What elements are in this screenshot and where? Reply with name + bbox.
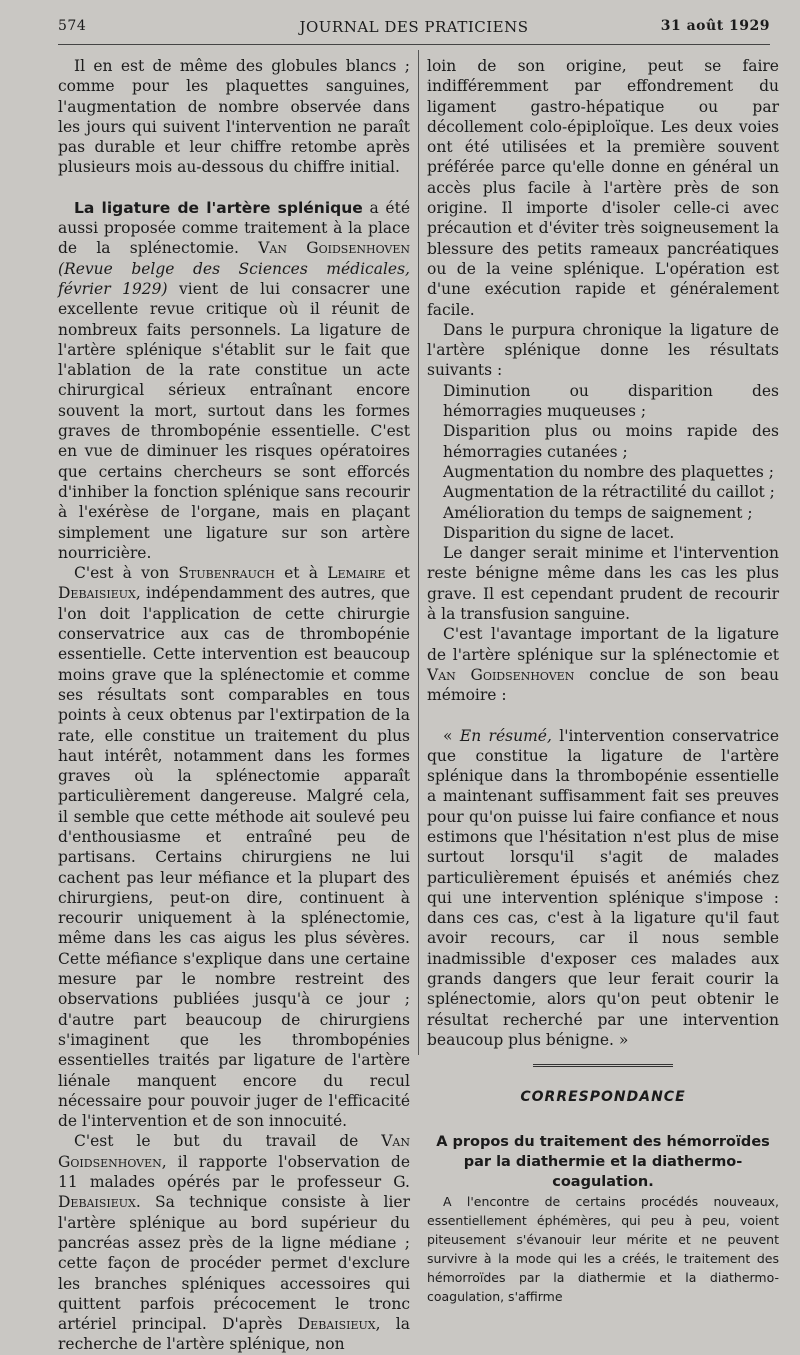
paragraph-ligature-intro: La ligature de l'artère splénique a été aussi proposée comme traitement à la place de la splénectomie. Van Goidsenhoven (Revue belge des Sciences médicales, février 1929) vient de lui consacrer une excellente revue critique où il réunit de nombreux faits personnels. La ligature de l'artère splénique s'établit sur le fait que l'ablation de la rate constitue un acte chirurgical sérieux entraînant encore souvent la mort, surtout dans les formes graves de thrombopénie essentielle. C'est en vue de diminuer les risques opératoires que certains chercheurs se sont efforcés d'inhiber la fonction splénique sans recourir à l'exérèse de l'organe, mais en plaçant simplement une ligature sur son artère nourricière. (58, 198, 411, 562)
list-item: Augmentation du nombre des plaquettes ; (443, 462, 775, 481)
issue-date: 31 août 1929 (660, 18, 770, 34)
page-number: 574 (58, 18, 87, 34)
conclusion-quote: « En résumé, l'intervention conservatrice que constitue la ligature de l'artère splénique dans la thrombopénie essentielle a maintenant suffisamment fait ses preuves pour qu'on puisse lui faire confiance et nous estimons que l'hésitation n'est plus de mise surtout lorsqu'il s'agit de malades particulièrement épuisés et anémiés chez qui une intervention splénique s'impose : dans ces cas, c'est à la ligature qu'il faut avoir recours, car il nous semble inadmissible d'exposer ces malades aux grands dangers que leur ferait courir la splénectomie, alors qu'on peut obtenir le résultat recherché par une intervention beaucoup plus bénigne. » (427, 726, 779, 1049)
paragraph-purpura: Dans le purpura chronique la ligature de l'artère splénique donne les résultats suivants : (427, 320, 779, 380)
journal-title: JOURNAL DES PRATICIENS (299, 18, 529, 36)
header-rule (58, 44, 770, 45)
journal-reference: (Revue belge des Sciences médicales, février 1929) (58, 259, 410, 298)
list-item: Amélioration du temps de saignement ; (443, 503, 753, 522)
page-header (58, 18, 770, 40)
right-column (427, 56, 779, 1306)
paragraph-danger: Le danger serait minime et l'intervention reste bénigne même dans les cas les plus grave. Il est cependant prudent de recourir à la transfusion sanguine. (427, 544, 779, 624)
article-title: A propos du traitement des hémorroïdes par la diathermie et la diathermo-coagulation. (436, 1133, 770, 1190)
paragraph-stubenrauch: C'est à von Stubenrauch et à Lemaire et Debaisieux, indépendamment des autres, que l'on doit l'application de cette chirurgie conservatrice aux cas de thrombopénie essentielle. Cette intervention est beaucoup moins grave que la splénectomie et comme ses résultats sont comparables en tous points à ceux obtenus par l'extirpation de la rate, elle constitue un traitement du plus haut intérêt, notamment dans les formes graves où la splénectomie apparaît particulièrement dangereuse. Malgré cela, il semble que cette méthode ait soulevé peu d'enthousiasme et entraîné peu de partisans. Certains chirurgiens ne lui cachent pas leur méfiance et la plupart des chirurgiens, peut-on dire, continuent à recourir uniquement à la splénectomie, même dans les cas aigus les plus sévères. Cette méfiance s'explique dans une certaine mesure par le nombre restreint des observations publiées jusqu'à ce jour ; d'autre part beaucoup de chirurgiens s'imaginent que les thrombopénies essentielles traités par ligature de l'artère liénale manquent encore du recul nécessaire pour pouvoir juger de l'efficacité de l'intervention et de son innocuité. (58, 564, 410, 1131)
section-separator (533, 1064, 673, 1071)
list-item: Diminution ou disparition des hémorragies muqueuses ; (443, 381, 779, 421)
author-name: Stubenrauch (178, 564, 275, 583)
author-name: Van Goidsenhoven (58, 1132, 410, 1171)
list-item: Disparition plus ou moins rapide des hémorragies cutanées ; (443, 422, 779, 461)
author-name: Van Goidsenhoven (258, 239, 411, 258)
article-body: A l'encontre de certains procédés nouveaux, essentiellement éphémères, qui peu à peu, voient piteusement s'évanouir leur mérite et ne peuvent survivre à la mode qui les a créés, le traitement des hémorroïdes par la diathermie et la diathermo-coagulation, s'affirme (427, 1193, 779, 1304)
paragraph-avantage: C'est l'avantage important de la ligature de l'artère splénique sur la splénectomie et Van Goidsenhoven conclue de son beau mémoire : (427, 625, 779, 705)
paragraph-travail: C'est le but du travail de Van Goidsenhoven, il rapporte l'observation de 11 malades opérés par le professeur G. Debaisieux. Sa technique consiste à lier l'artère splénique au bord supérieur du pancréas assez près de la ligne médiane ; cette façon de procéder permet d'exclure les branches spléniques accessoires qui quittent parfois précocement le tronc artériel principal. D'après Debaisieux, la recherche de l'artère splénique, non (58, 1132, 410, 1354)
author-name: Lemaire (327, 564, 386, 583)
author-name: Debaisieux (297, 1315, 376, 1334)
results-list (427, 381, 779, 543)
list-item: Disparition du signe de lacet. (443, 523, 675, 542)
paragraph-globules-blancs: Il en est de même des globules blancs ; comme pour les plaquettes sanguines, l'augmentation de nombre observée dans les jours qui suivent l'intervention ne paraît pas durable et leur chiffre retombe après plusieurs mois au-dessous du chiffre initial. (58, 57, 410, 177)
section-title: CORRESPONDANCE (520, 1089, 686, 1106)
author-name: Debaisieux (58, 584, 136, 603)
paragraph-continuation: loin de son origine, peut se faire indifféremment par effondrement du ligament gastro-hépatique ou par décollement colo-épiploïque. Les deux voies ont été utilisées et la première souvent préférée parce qu'elle donne en général un accès plus facile à l'artère près de son origine. Il importe d'isoler celle-ci avec précaution et d'éviter très soigneusement la blessure des petits rameaux pancréatiques ou de la veine splénique. L'opération est d'une exécution rapide et généralement facile. (427, 57, 779, 319)
author-name: Debaisieux (58, 1193, 136, 1212)
column-divider (418, 50, 419, 1055)
left-column (58, 56, 410, 1355)
author-name: Van Goidsenhoven (427, 665, 575, 684)
section-lead-ligature: La ligature de l'artère splénique (74, 198, 363, 217)
list-item: Augmentation de la rétractilité du caillot ; (443, 483, 775, 502)
